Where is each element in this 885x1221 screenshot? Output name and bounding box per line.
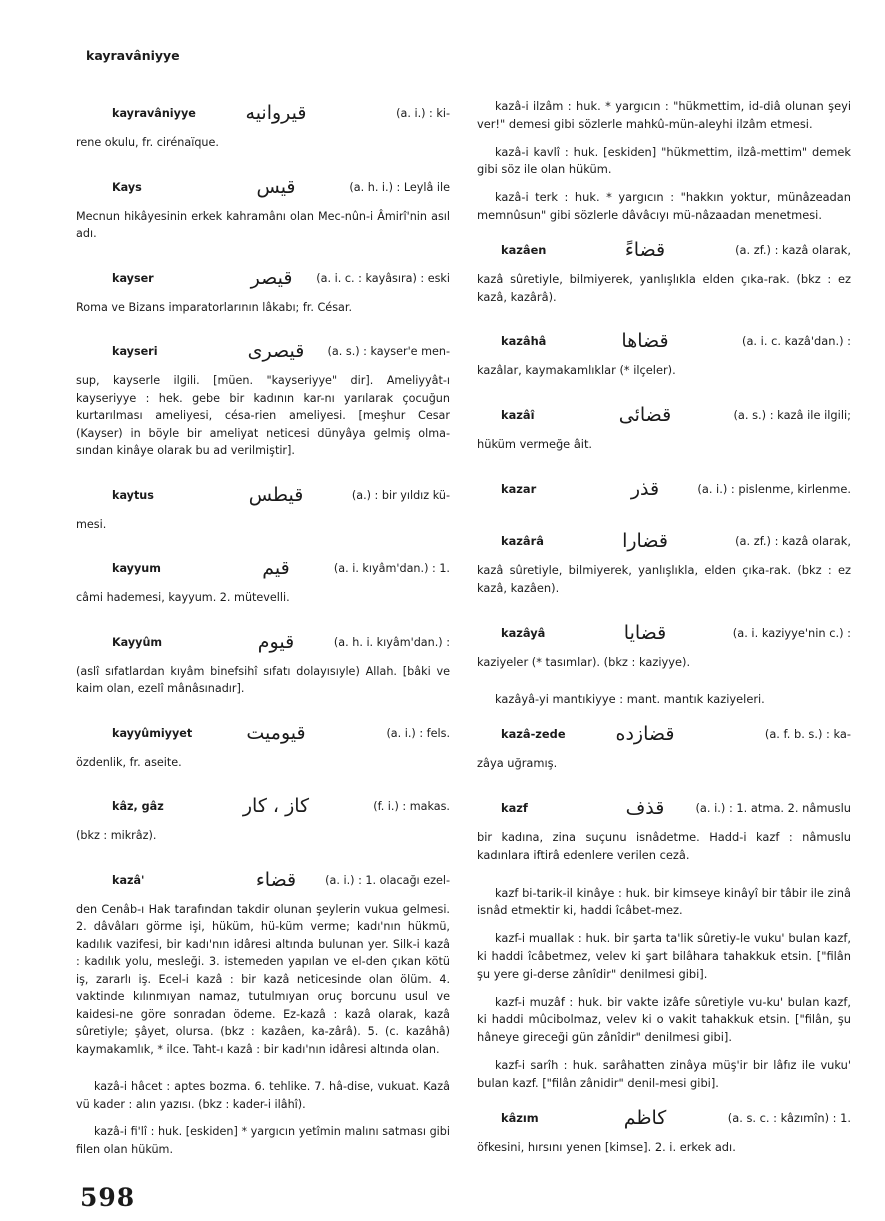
definition-text: öfkesini, hırsını yenen [kimse]. 2. i. erkek adı. xyxy=(477,1139,736,1154)
headword-line xyxy=(76,480,450,512)
arabic-script: قيطس xyxy=(248,483,304,506)
dictionary-entry xyxy=(76,98,450,152)
dictionary-entry xyxy=(477,994,851,1047)
dictionary-entry xyxy=(477,189,851,225)
dictionary-entry xyxy=(76,480,450,534)
headword-line xyxy=(477,400,851,432)
arabic-script: كاز ، كار xyxy=(242,795,310,818)
headword: kazârâ xyxy=(501,534,544,549)
definition-text: özdenlik, fr. aseite. xyxy=(76,755,182,769)
grammar-note: (a. h. i.) : Leylâ ile xyxy=(349,180,450,194)
grammar-note: (a. i.) : pislenme, kirlenme. xyxy=(697,482,851,497)
arabic-script: قضائى xyxy=(618,404,672,427)
headword: kazâyâ xyxy=(501,625,546,640)
running-head: kayravâniyye xyxy=(86,48,180,63)
arabic-script: قيس xyxy=(256,175,296,198)
definition-text: mesi. xyxy=(76,517,107,531)
dictionary-entry xyxy=(76,1123,450,1158)
headword: kazâhâ xyxy=(501,334,547,349)
headword-line xyxy=(76,627,450,659)
dictionary-entry xyxy=(76,627,450,698)
headword-line xyxy=(76,553,450,585)
headword: kayravâniyye xyxy=(112,107,196,121)
arabic-script: قيروانيه xyxy=(245,102,307,125)
dictionary-entry xyxy=(76,1078,450,1113)
grammar-note: (a. i.) : fels. xyxy=(386,726,450,740)
sub-entry-text: kazâ-i kavlî : huk. [eskiden] "hükmettim, ilzâ-mettim" demek gibi söz ile olan hüküm. xyxy=(477,144,851,177)
headword-line xyxy=(477,326,851,358)
definition-text: sup, kayserle ilgili. [müen. "kayseriyye" dir]. Ameliyyât-ı kayseriyye : hek. gebe bir kadının kar-nı yarılarak çocuğun kurtarılması ameliyesi, césa-rien ameliyesi. [meşhur Cesar (Kayser) in böyle bir ameliyat neticesi dünyâya gelmiş olma-sından kinâye olarak bu ad verilmiştir]. xyxy=(76,374,450,457)
headword-line xyxy=(76,172,450,204)
dictionary-entry xyxy=(477,98,851,134)
arabic-script: قضاء xyxy=(255,868,297,891)
headword: kazâ-zede xyxy=(501,727,566,742)
headword-line xyxy=(76,263,450,295)
sub-entry-text: kazf-i muallak : huk. bir şarta ta'lik sûretiy-le vuku' bulan kazf, ki haddi îcâbetmez, velev ki şart bilâhara tahakkuk etsin. ["filân şu yere gi-derse zânîdir" denilmesi gibi]. xyxy=(477,931,851,981)
headword-line xyxy=(477,474,851,506)
definition-text: bir kadına, zina suçunu isnâdetme. Hadd-i kazf : nâmuslu kadınlara iftirâ edenlere verilen cezâ. xyxy=(477,829,851,862)
grammar-note: (f. i.) : makas. xyxy=(373,800,450,814)
arabic-script: قيصرى xyxy=(247,340,305,363)
arabic-script: قضايا xyxy=(623,621,667,644)
headword-line xyxy=(76,98,450,130)
dictionary-entry xyxy=(477,793,851,865)
left-column xyxy=(76,98,450,1168)
grammar-note: (a. h. i. kıyâm'dan.) : xyxy=(333,635,450,649)
right-column xyxy=(477,98,851,1176)
grammar-note: (a. i.) : 1. atma. 2. nâmuslu xyxy=(695,801,851,816)
definition-text: kazâ sûretiyle, bilmiyerek, yanlışlıkla elden çıka-rak. (bkz : ez kazâ, kazârâ). xyxy=(477,271,851,304)
definition-text: (bkz : mikrâz). xyxy=(76,829,157,842)
dictionary-entry xyxy=(477,400,851,454)
headword: kazf xyxy=(501,801,528,816)
arabic-script: قضازده xyxy=(615,723,675,746)
arabic-script: قذف xyxy=(625,797,665,820)
dictionary-entry xyxy=(76,553,450,607)
definition-text: kaziyeler (* tasımlar). (bkz : kaziyye). xyxy=(477,654,691,669)
headword: Kays xyxy=(112,180,142,194)
headword-line xyxy=(477,793,851,825)
headword: kazar xyxy=(501,482,537,497)
grammar-note: (a. i. kıyâm'dan.) : 1. xyxy=(333,562,450,576)
grammar-note: (a. zf.) : kazâ olarak, xyxy=(735,242,851,257)
headword-line xyxy=(477,526,851,558)
definition-text: Roma ve Bizans imparatorlarının lâkabı; fr. César. xyxy=(76,300,353,314)
definition-text: rene okulu, fr. cirénaïque. xyxy=(76,136,219,149)
grammar-note: (a. s.) : kazâ ile ilgili; xyxy=(733,408,851,423)
grammar-note: (a. s.) : kayser'e men- xyxy=(327,345,450,359)
dictionary-entry xyxy=(477,235,851,307)
grammar-note: (a. i.) : ki- xyxy=(396,107,450,121)
headword: kayseri xyxy=(112,345,158,359)
grammar-note: (a. f. b. s.) : ka- xyxy=(764,727,851,742)
sub-entry-text: kazâyâ-yi mantıkiyye : mant. mantık kaziyeleri. xyxy=(495,692,765,707)
dictionary-entry xyxy=(477,618,851,672)
arabic-script: قيصر xyxy=(250,266,293,289)
dictionary-entry xyxy=(477,719,851,773)
headword-line xyxy=(477,618,851,650)
headword: kayyûmiyyet xyxy=(112,726,193,740)
headword: kâzım xyxy=(501,1110,539,1125)
dictionary-entry xyxy=(477,474,851,506)
dictionary-entry xyxy=(76,263,450,317)
arabic-script: كاظم xyxy=(623,1106,667,1129)
definition-text: den Cenâb-ı Hak tarafından takdir olunan şeylerin vukua gelmesi. 2. dâvâları görme işi, hüküm, hü-küm verme; kadı'nın hükmü, kadılık vazifesi, bir kadı'nın idâresi altında bulunan yer. Silk-i kazâ : kadılık yolu, mesleği. 3. istemeden yapılan ve el-den çıkan kötü iş, zararlı iş. Ecel-i kazâ : bir kazâ neticesinde olan ölüm. 4. vaktinde kılınmıyan namaz, tutulmıyan oruç borcunu usul ve kaidesi-ne göre sonradan ödeme. Ez-kazâ : kazâ olarak, kazâ sûretiyle; şâyet, olursa. (bkz : kazâen, ka-zârâ). 5. (c. kazâhâ) kaymakamlık, * ilce. Taht-ı kazâ : bir kadı'nın idâresi altında olan. xyxy=(76,902,450,1056)
headword: kâz, gâz xyxy=(112,800,164,814)
headword-line xyxy=(477,235,851,267)
headword: kazâen xyxy=(501,242,547,257)
arabic-script: قيوم xyxy=(257,630,295,653)
sub-entry-text: kazf-i muzâf : huk. bir vakte izâfe sûretiyle vu-ku' bulan kazf, ki haddi mûcibolmaz, velev ki o vakit tahakkuk etsin. ["filân, şu hâneye gireceği gün zânîdir" denilmesi gibi]. xyxy=(477,994,851,1045)
headword: Kayyûm xyxy=(112,635,163,649)
dictionary-entry xyxy=(477,691,851,709)
sub-entry-text: kazâ-i fi'lî : huk. [eskiden] * yargıcın yetîmin malını satması gibi filen olan hüküm. xyxy=(76,1125,450,1156)
dictionary-entry xyxy=(477,526,851,598)
dictionary-entry xyxy=(477,1057,851,1093)
definition-text: kazâlar, kaymakamlıklar (* ilçeler). xyxy=(477,363,676,378)
definition-text: kazâ sûretiyle, bilmiyerek, yanlışlıkla, elden çıka-rak. (bkz : ez kazâ, kazâen). xyxy=(477,562,851,595)
arabic-script: قضاها xyxy=(621,330,669,353)
definition-text: Mecnun hikâyesinin erkek kahramânı olan Mec-nûn-i Âmirî'nin asıl adı. xyxy=(76,209,450,240)
grammar-note: (a. i. c. kazâ'dan.) : xyxy=(742,334,851,349)
dictionary-entry xyxy=(477,885,851,921)
grammar-note: (a. s. c. : kâzımîn) : 1. xyxy=(727,1110,851,1125)
sub-entry-text: kazâ-i ilzâm : huk. * yargıcın : "hükmettim, id-diâ olunan şeyi ver!" demesi gibi sözlerle mahkû-mün-aleyhi ilzâm etmesi. xyxy=(477,99,851,131)
dictionary-entry xyxy=(477,930,851,983)
headword-line xyxy=(477,719,851,751)
grammar-note: (a.) : bir yıldız kü- xyxy=(351,488,450,502)
headword-line xyxy=(76,336,450,368)
dictionary-entry xyxy=(477,326,851,380)
headword-line xyxy=(76,718,450,750)
arabic-script: قذر xyxy=(630,478,660,501)
arabic-script: قيم xyxy=(262,557,290,580)
sub-entry-text: kazf-i sarîh : huk. sarâhatten zinâya müş'ir bir lâfız ile vuku' bulan kazf. ["filân zânidir" denil-mesi gibi]. xyxy=(477,1057,851,1090)
headword-line xyxy=(76,865,450,897)
grammar-note: (a. i. kaziyye'nin c.) : xyxy=(732,625,851,640)
sub-entry-text: kazâ-i terk : huk. * yargıcın : "hakkın yoktur, münâzeadan memnûsun" gibi sözlerle dâvâcıyı mü-nâzaadan menetmesi. xyxy=(477,190,851,222)
arabic-script: قضاءً xyxy=(624,238,666,261)
definition-text: (aslî sıfatlardan kıyâm binefsihî sıfatı dolayısıyle) Allah. [bâki ve kaim olan, ezelî mânâsınadır]. xyxy=(76,664,450,695)
dictionary-entry xyxy=(76,172,450,243)
headword-line xyxy=(477,1103,851,1135)
definition-text: câmi hademesi, kayyum. 2. mütevelli. xyxy=(76,591,290,604)
dictionary-entry xyxy=(76,336,450,460)
page-number: 598 xyxy=(80,1183,136,1212)
headword: kazâ' xyxy=(112,873,145,887)
grammar-note: (a. i. c. : kayâsıra) : eski xyxy=(316,271,450,285)
sub-entry-text: kazf bi-tarik-il kinâye : huk. bir kimseye kinâyî bir tâbir ile zinâ isnâd etmektir ki, haddi îcâbet-mez. xyxy=(477,885,851,918)
grammar-note: (a. i.) : 1. olacağı ezel- xyxy=(325,873,450,887)
headword: kayyum xyxy=(112,562,161,576)
headword: kaytus xyxy=(112,488,154,502)
dictionary-entry xyxy=(477,144,851,180)
headword-line xyxy=(76,791,450,823)
headword: kayser xyxy=(112,271,154,285)
dictionary-entry xyxy=(76,865,450,1059)
grammar-note: (a. zf.) : kazâ olarak, xyxy=(735,534,851,549)
definition-text: hüküm vermeğe âit. xyxy=(477,437,593,452)
dictionary-entry xyxy=(76,718,450,772)
arabic-script: قضارا xyxy=(622,530,668,553)
headword: kazâî xyxy=(501,408,535,423)
dictionary-entry xyxy=(477,1103,851,1157)
definition-text: zâya uğramış. xyxy=(477,756,558,771)
sub-entry-text: kazâ-i hâcet : aptes bozma. 6. tehlike. 7. hâ-dise, vukuat. Kazâ vü kader : alın yazısı. (bkz : kader-i ilâhî). xyxy=(76,1080,450,1111)
dictionary-entry xyxy=(76,791,450,845)
arabic-script: قيوميت xyxy=(246,721,306,744)
